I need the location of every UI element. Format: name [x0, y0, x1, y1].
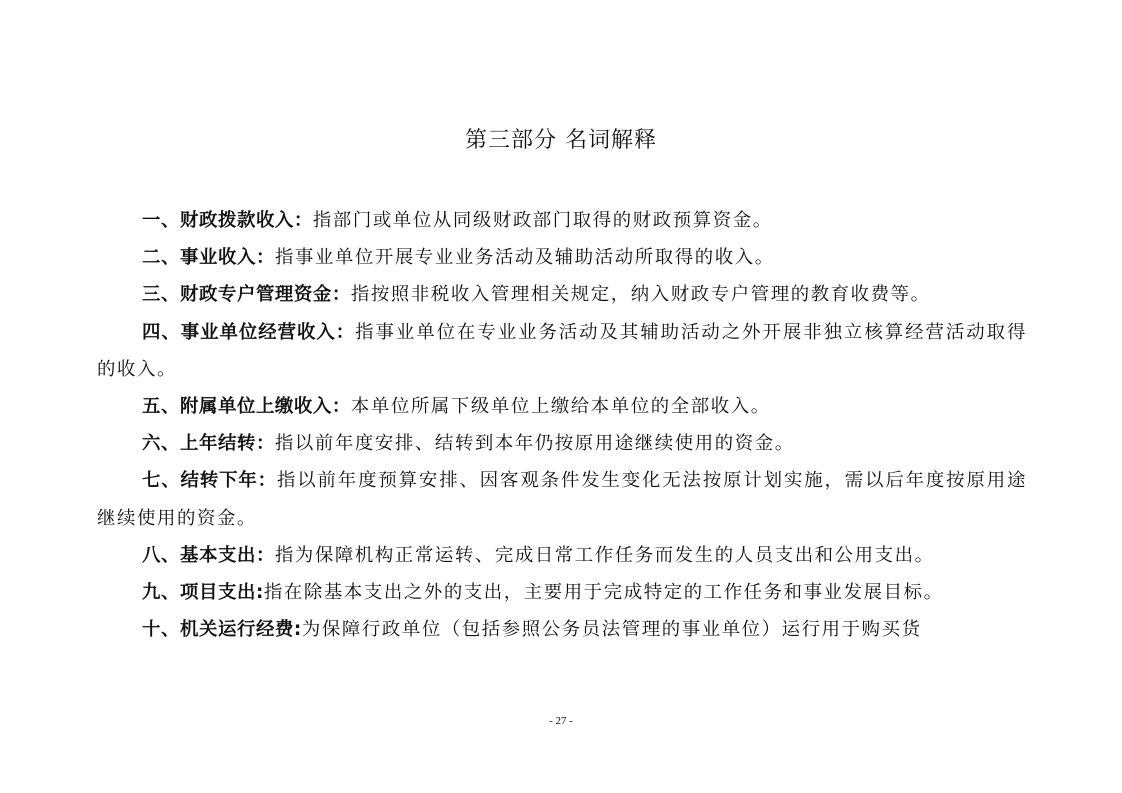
glossary-term: 三、财政专户管理资金：	[142, 284, 351, 306]
glossary-definition: 指事业单位开展专业业务活动及辅助活动所取得的收入。	[274, 247, 775, 269]
glossary-item	[97, 239, 1027, 276]
glossary-item	[97, 388, 1027, 425]
glossary-term: 六、上年结转：	[142, 433, 275, 455]
glossary-term: 九、项目支出:	[142, 582, 264, 604]
page-number: - 27 -	[549, 715, 573, 727]
glossary-term: 四、事业单位经营收入：	[142, 321, 356, 343]
glossary-term: 十、机关运行经费:	[142, 619, 302, 641]
glossary-term: 七、结转下年：	[142, 470, 277, 492]
glossary-item	[97, 314, 1027, 388]
glossary-term: 二、事业收入：	[142, 247, 275, 269]
glossary-item	[97, 462, 1027, 536]
glossary-item	[97, 276, 1027, 313]
glossary-definition: 指在除基本支出之外的支出，主要用于完成特定的工作任务和事业发展目标。	[263, 582, 944, 604]
glossary-item	[97, 537, 1027, 574]
glossary-term: 五、附属单位上缴收入：	[142, 396, 351, 418]
glossary-item	[97, 425, 1027, 462]
glossary-definition: 本单位所属下级单位上缴给本单位的全部收入。	[350, 396, 771, 418]
glossary-definition: 为保障行政单位（包括参照公务员法管理的事业单位）运行用于购买货	[301, 619, 922, 641]
glossary-item	[97, 574, 1027, 611]
glossary-definition: 指部门或单位从同级财政部门取得的财政预算资金。	[312, 210, 773, 231]
glossary-definition: 指为保障机构正常运转、完成日常工作任务而发生的人员支出和公用支出。	[274, 544, 935, 566]
glossary-body	[97, 202, 1027, 648]
glossary-definition: 指按照非税收入管理相关规定，纳入财政专户管理的教育收费等。	[350, 284, 931, 306]
glossary-definition: 指事业单位在专业业务活动及其辅助活动之外开展非独立核算经营活动取得的收入。	[97, 321, 1027, 380]
glossary-definition: 指以前年度预算安排、因客观条件发生变化无法按原计划实施，需以后年度按原用途继续使用的资金。	[97, 470, 1028, 529]
glossary-item	[97, 611, 1027, 648]
glossary-definition: 指以前年度安排、结转到本年仍按原用途继续使用的资金。	[274, 433, 795, 455]
glossary-term: 八、基本支出：	[142, 544, 275, 566]
page-title: 第三部分 名词解释	[465, 128, 657, 153]
glossary-term: 一、财政拨款收入：	[142, 210, 313, 231]
glossary-item	[97, 202, 1027, 239]
